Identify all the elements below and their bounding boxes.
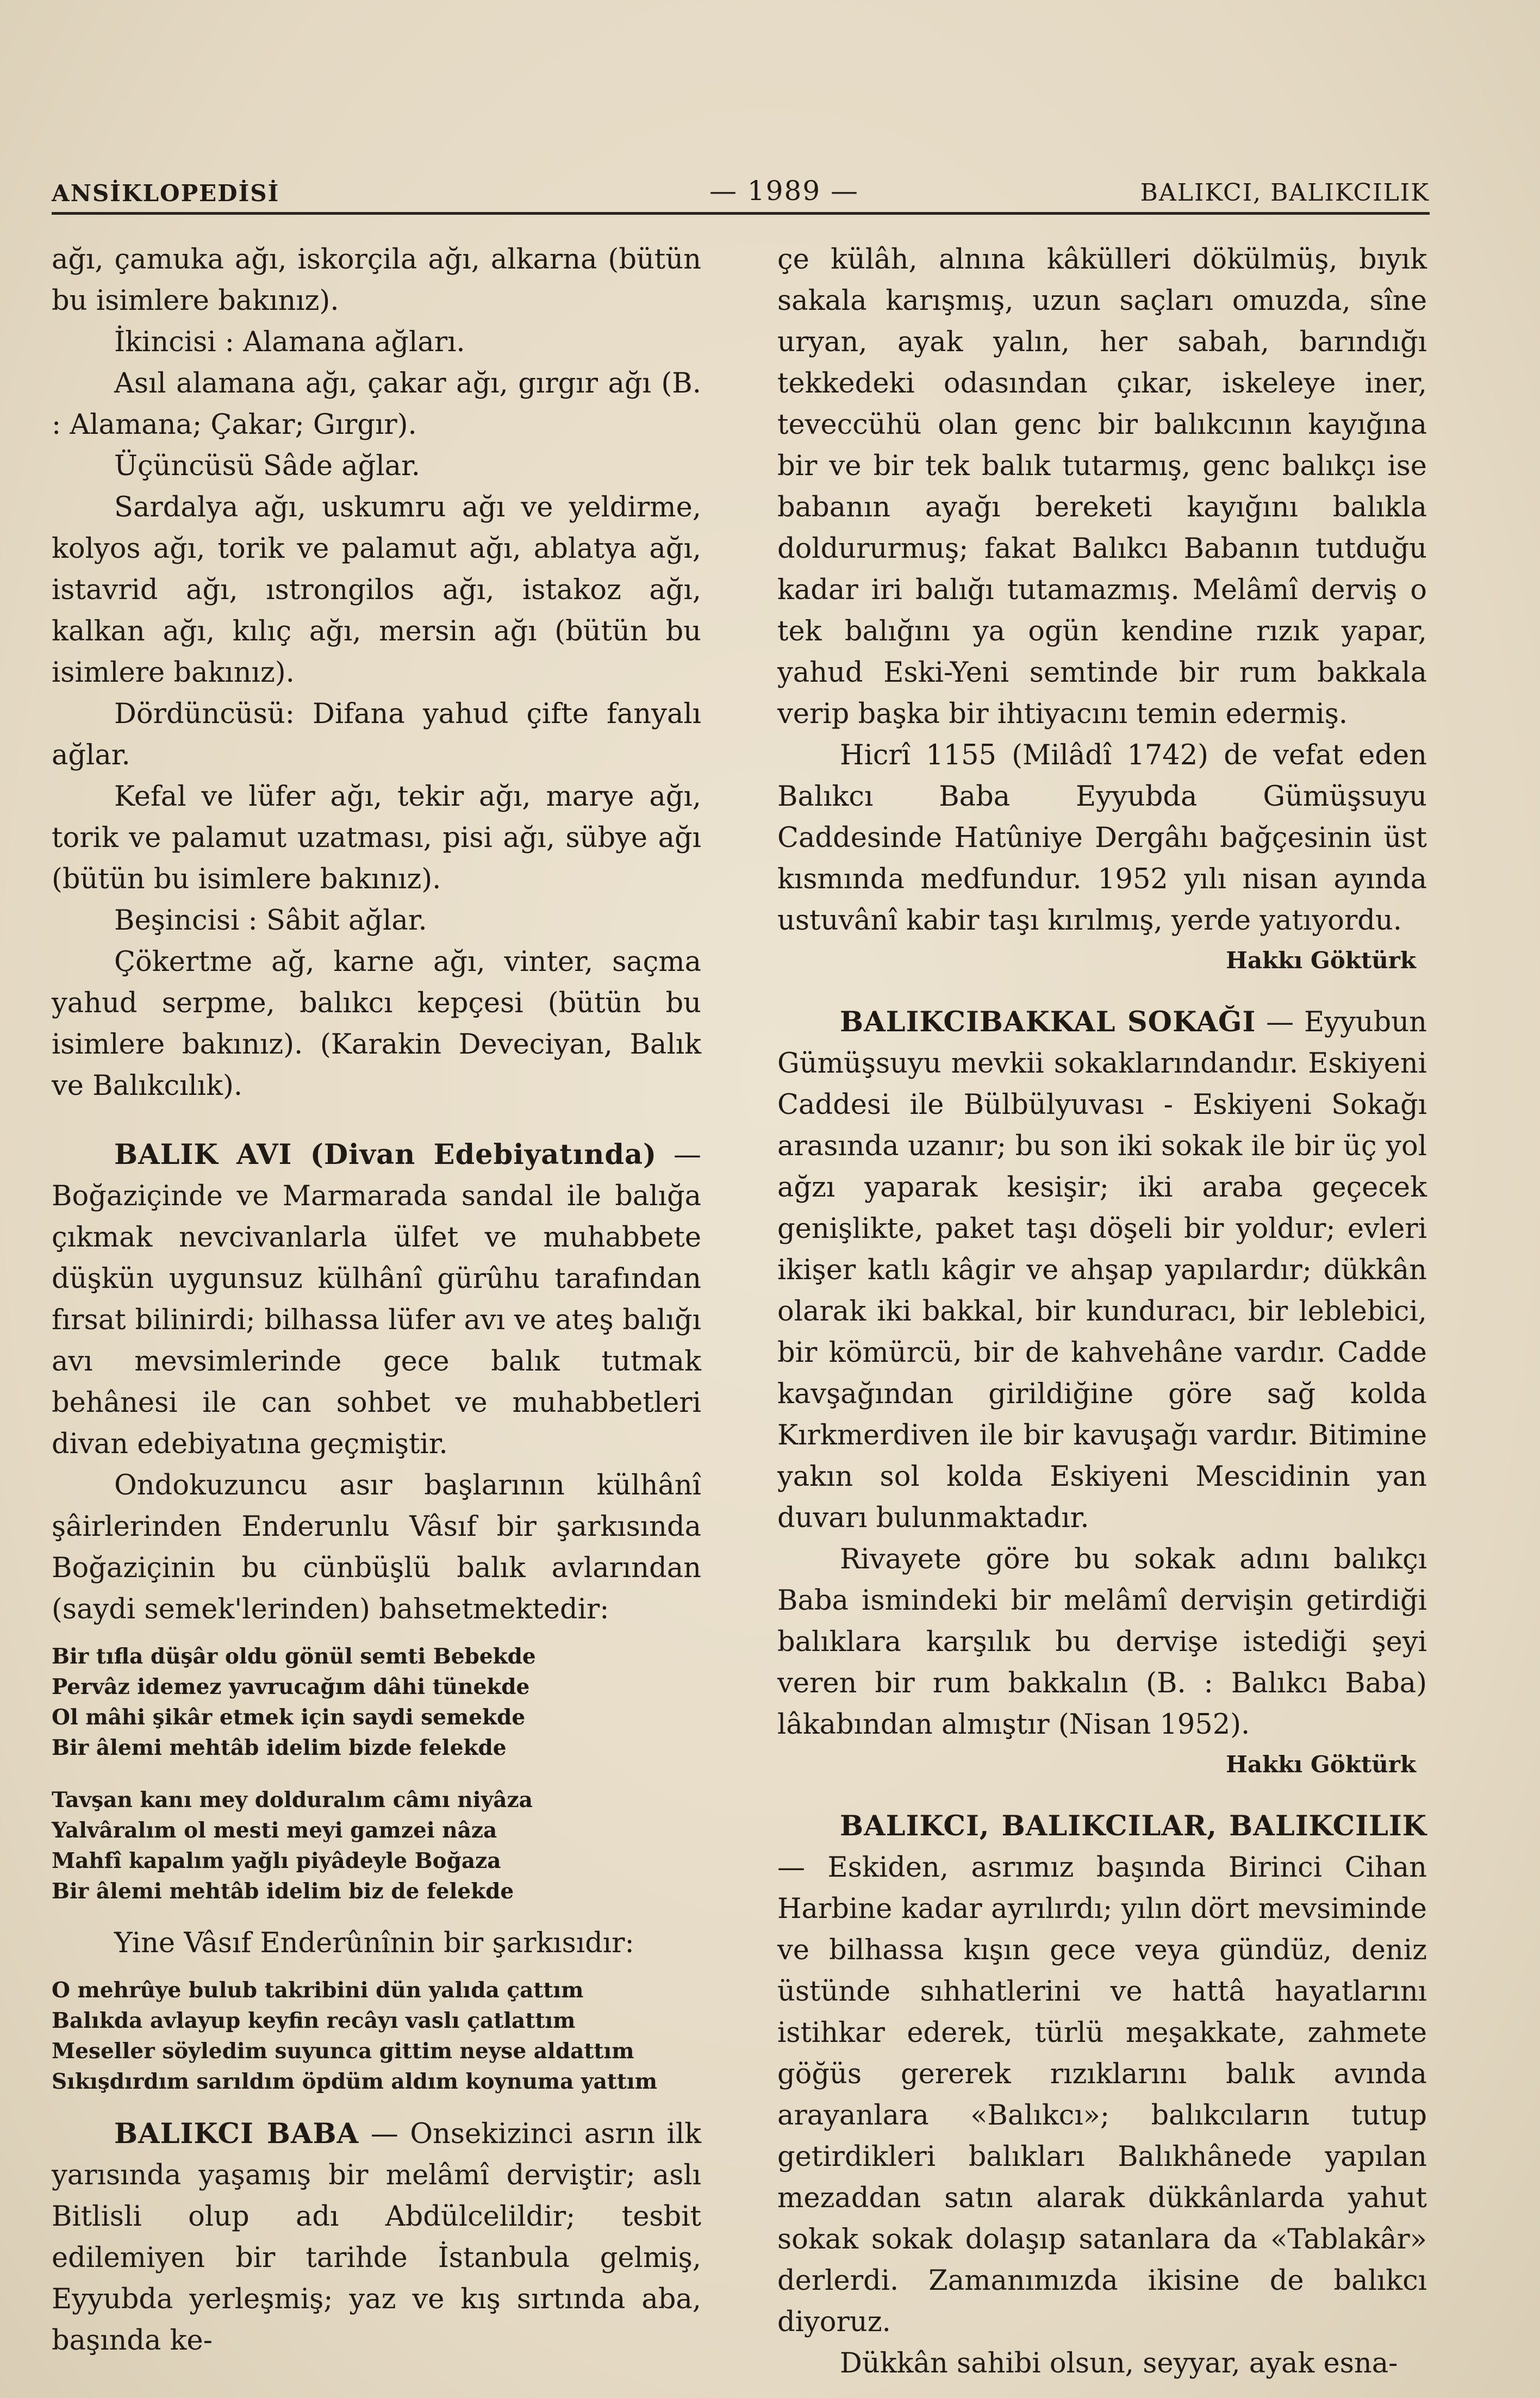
verse-line: Mahfî kapalım yağlı piyâdeyle Boğaza bbox=[52, 1848, 501, 1873]
paragraph: İkincisi : Alamana ağları. bbox=[114, 326, 465, 358]
paragraph: Ondokuzuncu asır başlarının külhânî şâirlerinden Enderunlu Vâsıf bir şarkısında Boğaziçinin bu cünbüşlü balık avlarından (saydi semek'lerinden) bahsetmektedir: bbox=[52, 1469, 701, 1625]
paragraph: çe külâh, alnına kâkülleri dökülmüş, bıyık sakala karışmış, uzun saçları omuzda, sîne uryan, ayak yalın, her sabah, barındığı tekkedeki odasından çıkar, iskeleye iner, teveccühü olan genc bir balıkcının kayığına bir ve bir tek balık tutarmış, genc balıkçı ise babanın ayağı bereketi kayığını balıkla doldururmuş; fakat Balıkcı Babanın tutduğu kadar iri balığı tutamazmış. Melâmî derviş o tek balığını ya ogün kendine rızık yapar, yahud Eski-Yeni semtinde bir rum bakkala verip başka bir ihtiyacını temin edermiş. bbox=[777, 244, 1427, 730]
paragraph: ağı, çamuka ağı, iskorçila ağı, alkarna (bütün bu isimlere bakınız). bbox=[52, 244, 701, 317]
verse-block bbox=[52, 1641, 701, 1907]
verse-line: O mehrûye bulub takribini dün yalıda çattım bbox=[52, 1978, 584, 2003]
entry-heading: BALIKCI, BALIKCILAR, BALIKCILIK bbox=[840, 1810, 1427, 1842]
right-column bbox=[777, 239, 1427, 2384]
verse-line: Bir âlemi mehtâb idelim biz de felekde bbox=[52, 1879, 514, 1904]
header-left: ANSİKLOPEDİSİ bbox=[52, 180, 280, 207]
paragraph: Asıl alamana ağı, çakar ağı, gırgır ağı (B. : Alamana; Çakar; Gırgır). bbox=[52, 368, 701, 441]
entry-heading: BALIKCI BABA bbox=[114, 2117, 359, 2150]
verse-line: Sıkışdırdım sarıldım öpdüm aldım koynuma yattım bbox=[52, 2069, 657, 2094]
verse-block bbox=[52, 1975, 701, 2097]
author-signature: Hakkı Göktürk bbox=[1226, 1751, 1416, 1778]
verse-line: Yalvâralım ol mesti meyi gamzei nâza bbox=[52, 1818, 497, 1843]
paragraph: Yine Vâsıf Enderûnînin bir şarkısıdır: bbox=[114, 1927, 634, 1959]
entry-heading: BALIK AVI (Divan Edebiyatında) bbox=[114, 1138, 657, 1171]
entry-balikcilik bbox=[777, 1805, 1427, 2343]
paragraph: Sardalya ağı, uskumru ağı ve yeldirme, kolyos ağı, torik ve palamut ağı, ablatya ağı, istavrid ağı, ıstrongilos ağı, istakoz ağı, kalkan ağı, kılıç ağı, mersin ağı (bütün bu isimlere bakınız). bbox=[52, 491, 701, 689]
page-number: — 1989 — bbox=[709, 175, 859, 207]
entry-body: — Eyyubun Gümüşsuyu mevkii sokaklarındandır. Eskiyeni Caddesi ile Bülbülyuvası - Eskiyeni Sokağı arasında uzanır; bu son iki sokak ile bir üç yol ağzı yaparak kesişir; iki araba geçecek genişlikte, paket taşı döşeli bir yoldur; evleri ikişer katlı kâgir ve ahşap yapılardır; dükkân olarak iki bakkal, bir kunduracı, bir leblebici, bir kömürcü, bir de kahvehâne vardır. Cadde kavşağından girildiğine göre sağ kolda Kırkmerdiven ile bir kavuşağı vardır. Bitimine yakın sol kolda Eskiyeni Mescidinin yan duvarı bulunmaktadır. bbox=[777, 1006, 1427, 1534]
paragraph: Hicrî 1155 (Milâdî 1742) de vefat eden Balıkcı Baba Eyyubda Gümüşsuyu Caddesinde Hatûniye Dergâhı bağçesinin üst kısmında medfundur. 1952 yılı nisan ayında ustuvânî kabir taşı kırılmış, yerde yatıyordu. bbox=[777, 739, 1427, 937]
paragraph: Üçüncüsü Sâde ağlar. bbox=[114, 450, 421, 482]
entry-balik-avi bbox=[52, 1134, 701, 1465]
paragraph: Dükkân sahibi olsun, seyyar, ayak esna- bbox=[840, 2347, 1398, 2380]
entry-body: — Eskiden, asrımız başında Birinci Cihan Harbine kadar ayrılırdı; yılın dört mevsiminde ve bilhassa kışın gece veya gündüz, deniz üstünde sıhhatlerini ve hattâ hayatlarını istihkar ederek, türlü meşakkate, zahmete göğüs gererek rızıklarını balık avında arayanlara «Balıkcı»; balıkcıların tutup getirdikleri balıkları Balıkhânede yapılan mezaddan satın alarak dükkânlarda yahut sokak sokak dolaşıp satanlara da «Tablakâr» derlerdi. Zamanımızda ikisine de balıkcı diyoruz. bbox=[777, 1852, 1427, 2338]
verse-line: Tavşan kanı mey dolduralım câmı niyâza bbox=[52, 1787, 533, 1812]
paragraph: Kefal ve lüfer ağı, tekir ağı, marye ağı, torik ve palamut uzatması, pisi ağı, sübye ağı (bütün bu isimlere bakınız). bbox=[52, 781, 701, 895]
header-right: BALIKCI, BALIKCILIK bbox=[1140, 179, 1430, 207]
entry-heading: BALIKCIBAKKAL SOKAĞI bbox=[840, 1006, 1256, 1038]
entry-body: — Onsekizinci asrın ilk yarısında yaşamış bir melâmî derviştir; aslı Bitlisli olup adı Abdülcelildir; tesbit edilemiyen bir tarihde İstanbula gelmiş, Eyyubda yerleşmiş; yaz ve kış sırtında aba, başında ke- bbox=[52, 2118, 701, 2357]
verse-line: Ol mâhi şikâr etmek için saydi semekde bbox=[52, 1705, 526, 1730]
paragraph: Çökertme ağ, karne ağı, vinter, saçma yahud serpme, balıkcı kepçesi (bütün bu isimlere bakınız). (Karakin Deveciyan, Balık ve Balıkcılık). bbox=[52, 946, 701, 1102]
paragraph: Rivayete göre bu sokak adını balıkçı Baba ismindeki bir melâmî dervişin getirdiği balıklara karşılık bu dervişe istediği şeyi veren bir rum bakkalın (B. : Balıkcı Baba) lâkabından almıştır (Nisan 1952). bbox=[777, 1543, 1427, 1741]
entry-body: — Boğaziçinde ve Marmarada sandal ile balığa çıkmak nevcivanlarla ülfet ve muhabbete düşkün uygunsuz külhânî gürûhu tarafından fırsat bilinirdi; bilhassa lüfer avı ve ateş balığı avı mevsimlerinde gece balık tutmak behânesi ile can sohbet ve muhabbetleri divan edebiyatına geçmiştir. bbox=[52, 1139, 701, 1460]
verse-line: Bir âlemi mehtâb idelim bizde felekde bbox=[52, 1735, 507, 1760]
verse-line: Bir tıfla düşâr oldu gönül semti Bebekde bbox=[52, 1644, 536, 1669]
author-signature: Hakkı Göktürk bbox=[1226, 947, 1416, 974]
entry-balikcibakkal bbox=[777, 1001, 1427, 1539]
left-column bbox=[52, 239, 701, 2362]
verse-line: Balıkda avlayup keyfin recâyı vaslı çatlattım bbox=[52, 2008, 576, 2033]
verse-line: Pervâz idemez yavrucağım dâhi tünekde bbox=[52, 1674, 530, 1699]
paragraph: Beşincisi : Sâbit ağlar. bbox=[114, 905, 427, 937]
page-header bbox=[52, 163, 1430, 215]
entry-balikci-baba bbox=[52, 2113, 701, 2362]
paragraph: Dördüncüsü: Difana yahud çifte fanyalı ağlar. bbox=[52, 698, 701, 771]
verse-line: Meseller söyledim suyunca gittim neyse aldattım bbox=[52, 2039, 634, 2064]
